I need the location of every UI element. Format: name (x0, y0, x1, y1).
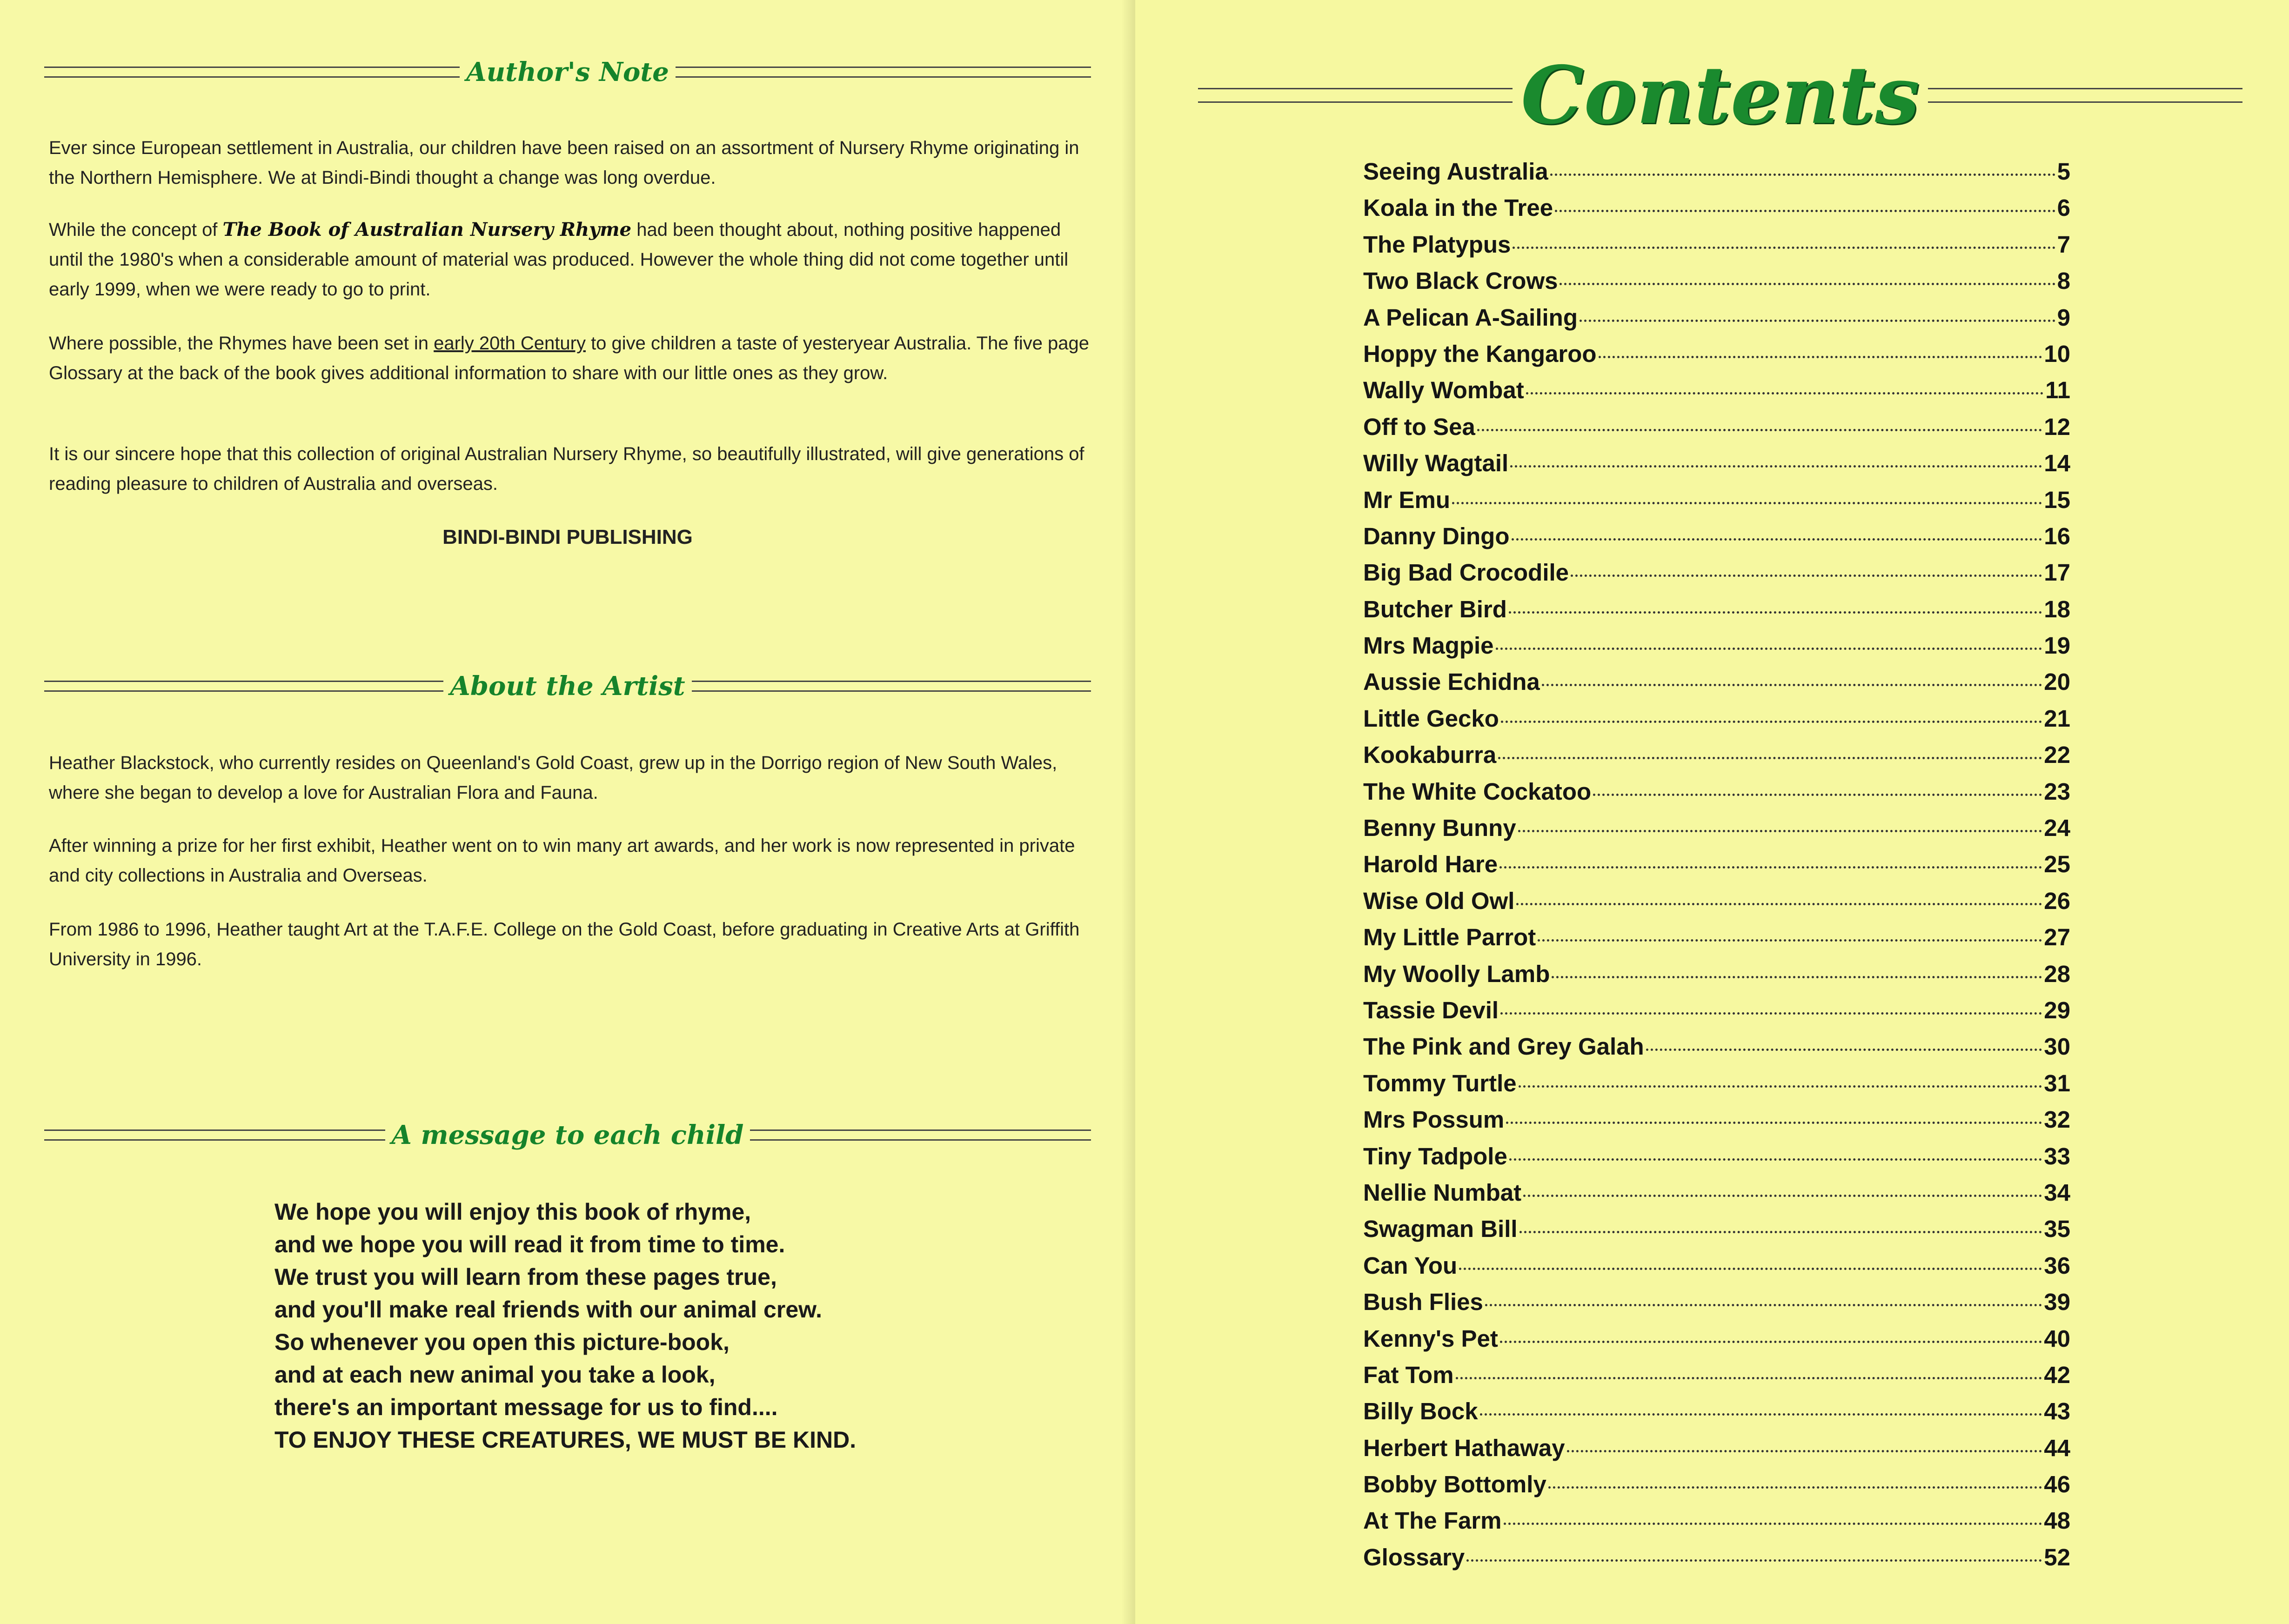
toc-dot-leader (1542, 684, 2042, 686)
p3-underlined: early 20th Century (434, 333, 586, 354)
toc-entry-title: Billy Bock (1363, 1398, 1478, 1425)
poem-line: and at each new animal you take a look, (274, 1362, 716, 1388)
header-rule-left (44, 67, 460, 78)
toc-entry-page: 22 (2044, 742, 2070, 769)
authors-note-paragraph-3 (49, 328, 1091, 388)
authors-note-paragraph-4: It is our sincere hope that this collection of original Australian Nursery Rhyme, so beautifully illustrated, will give generations of reading pleasure to children of Australia and overseas. (49, 444, 1084, 494)
toc-entry-page: 52 (2044, 1544, 2070, 1571)
toc-entry-page: 11 (2045, 377, 2070, 404)
toc-entry[interactable] (1363, 1321, 2070, 1357)
toc-dot-leader (1519, 1085, 2042, 1088)
toc-dot-leader (1512, 538, 2042, 541)
toc-entry-title: Mrs Possum (1363, 1106, 1505, 1133)
toc-entry-title: Big Bad Crocodile (1363, 559, 1569, 586)
toc-entry[interactable] (1363, 445, 2070, 481)
toc-entry-title: Tommy Turtle (1363, 1069, 1517, 1096)
toc-entry-title: Danny Dingo (1363, 522, 1510, 549)
toc-entry-page: 14 (2044, 450, 2070, 477)
toc-entry-title: The Pink and Grey Galah (1363, 1033, 1644, 1060)
toc-entry-page: 39 (2044, 1289, 2070, 1316)
toc-entry[interactable] (1363, 1248, 2070, 1284)
header-rule-left (44, 681, 443, 692)
toc-entry[interactable] (1363, 372, 2070, 408)
toc-entry-page: 34 (2044, 1179, 2070, 1206)
toc-entry-title: Off to Sea (1363, 413, 1475, 440)
toc-entry[interactable] (1363, 336, 2070, 372)
toc-entry[interactable] (1363, 810, 2070, 846)
toc-entry-page: 9 (2057, 304, 2070, 331)
about-artist-header (44, 668, 1091, 705)
toc-entry-page: 17 (2044, 559, 2070, 586)
toc-dot-leader (1516, 903, 2042, 905)
publisher-signature: BINDI-BINDI PUBLISHING (442, 526, 693, 548)
toc-dot-leader (1506, 1122, 2042, 1124)
toc-dot-leader (1480, 1413, 2042, 1416)
toc-entry-page: 25 (2044, 851, 2070, 878)
about-artist-heading: About the Artist (450, 671, 685, 702)
toc-dot-leader (1646, 1049, 2042, 1051)
p2-text-start: While the concept of (49, 220, 223, 240)
toc-entry-title: Benny Bunny (1363, 815, 1516, 842)
toc-entry-page: 36 (2044, 1252, 2070, 1279)
toc-entry-title: Kenny's Pet (1363, 1325, 1498, 1352)
toc-entry[interactable] (1363, 1065, 2070, 1102)
toc-entry-title: Aussie Echidna (1363, 668, 1540, 695)
toc-entry-title: Fat Tom (1363, 1361, 1454, 1388)
header-rule-right (692, 681, 1091, 692)
contents-header (1198, 49, 2242, 142)
toc-entry-title: Bobby Bottomly (1363, 1471, 1546, 1498)
toc-entry[interactable] (1363, 555, 2070, 591)
toc-entry-page: 44 (2044, 1434, 2070, 1461)
toc-dot-leader (1599, 356, 2042, 358)
toc-entry-page: 24 (2044, 815, 2070, 842)
toc-entry-page: 28 (2044, 960, 2070, 987)
toc-entry-page: 26 (2044, 887, 2070, 914)
toc-entry[interactable] (1363, 1175, 2070, 1211)
toc-entry-title: Butcher Bird (1363, 595, 1507, 622)
message-heading: A message to each child (391, 1120, 744, 1150)
left-page (0, 0, 1135, 1624)
poem-line: and we hope you will read it from time to time. (274, 1231, 785, 1257)
toc-entry-page: 15 (2044, 486, 2070, 513)
toc-entry-title: Herbert Hathaway (1363, 1434, 1565, 1461)
toc-dot-leader (1552, 976, 2042, 978)
toc-dot-leader (1477, 429, 2042, 431)
authors-note-header (44, 53, 1091, 91)
toc-entry[interactable] (1363, 774, 2070, 810)
toc-entry[interactable] (1363, 482, 2070, 518)
toc-dot-leader (1456, 1377, 2042, 1379)
toc-entry-title: Glossary (1363, 1544, 1465, 1571)
toc-entry-title: Harold Hare (1363, 851, 1498, 878)
poem-line: and you'll make real friends with our animal crew. (274, 1297, 823, 1323)
toc-entry[interactable] (1363, 1211, 2070, 1247)
toc-entry-page: 42 (2044, 1361, 2070, 1388)
toc-entry-page: 35 (2044, 1216, 2070, 1243)
toc-entry-title: Little Gecko (1363, 705, 1499, 732)
toc-entry[interactable] (1363, 1430, 2070, 1466)
toc-entry[interactable] (1363, 227, 2070, 263)
toc-entry[interactable] (1363, 1102, 2070, 1138)
poem-line: We hope you will enjoy this book of rhyme, (274, 1199, 751, 1225)
toc-entry-title: Hoppy the Kangaroo (1363, 340, 1597, 367)
toc-dot-leader (1509, 611, 2042, 614)
toc-entry-page: 8 (2057, 267, 2070, 294)
p2-text-end: had been thought about, nothing positive happened until the 1980's when a considerable amount of material was produced. However the whole thing did not come together until early 1999, when we were ready to go to print. (49, 220, 1069, 300)
about-artist-paragraph-3: From 1986 to 1996, Heather taught Art at the T.A.F.E. College on the Gold Coast, before graduating in Creative Arts at Griffith University in 1996. (49, 919, 1080, 969)
contents-heading: Contents (1521, 49, 1920, 142)
toc-entry-page: 43 (2044, 1398, 2070, 1425)
toc-entry-title: Mrs Magpie (1363, 632, 1494, 659)
toc-dot-leader (1496, 648, 2042, 650)
toc-entry-title: Kookaburra (1363, 742, 1497, 769)
toc-entry-page: 46 (2044, 1471, 2070, 1498)
toc-entry[interactable] (1363, 1138, 2070, 1175)
about-artist-paragraph-1: Heather Blackstock, who currently resides on Queenland's Gold Coast, grew up in the Dorrigo region of New South Wales, where she began to develop a love for Australian Flora and Fauna. (49, 753, 1057, 803)
toc-entry-title: Two Black Crows (1363, 267, 1558, 294)
toc-entry-title: Willy Wagtail (1363, 450, 1509, 477)
toc-dot-leader (1499, 866, 2042, 869)
toc-entry-page: 40 (2044, 1325, 2070, 1352)
toc-entry[interactable] (1363, 1466, 2070, 1503)
toc-entry[interactable] (1363, 1357, 2070, 1393)
header-rule-right (750, 1129, 1091, 1141)
toc-dot-leader (1504, 1523, 2042, 1525)
poem-line: TO ENJOY THESE CREATURES, WE MUST BE KIND. (274, 1427, 857, 1453)
toc-entry[interactable] (1363, 1284, 2070, 1320)
toc-entry-title: Wise Old Owl (1363, 887, 1515, 914)
toc-entry[interactable] (1363, 1029, 2070, 1065)
header-rule-right (1928, 88, 2242, 103)
toc-entry-title: Mr Emu (1363, 486, 1451, 513)
toc-entry-page: 30 (2044, 1033, 2070, 1060)
p3-text-end: to give children a taste of yesteryear Australia. The five page Glossary at the back of the book gives additional information to share with our little ones as they grow. (49, 333, 1090, 383)
toc-entry[interactable] (1363, 190, 2070, 226)
message-poem (274, 1196, 972, 1456)
book-title: The Book of Australian Nursery Rhyme (222, 219, 632, 241)
toc-dot-leader (1510, 465, 2042, 468)
toc-dot-leader (1452, 502, 2042, 504)
toc-entry[interactable] (1363, 956, 2070, 992)
authors-note-paragraph-1: Ever since European settlement in Australia, our children have been raised on an assortment of Nursery Rhyme originating in the Northern Hemisphere. We at Bindi-Bindi thought a change was long overdue. (49, 138, 1079, 188)
toc-entry[interactable] (1363, 518, 2070, 555)
toc-entry-page: 5 (2057, 158, 2070, 185)
toc-entry-title: Can You (1363, 1252, 1458, 1279)
toc-entry-page: 19 (2044, 632, 2070, 659)
toc-entry-title: My Woolly Lamb (1363, 960, 1550, 987)
toc-dot-leader (1526, 392, 2043, 394)
toc-entry-title: The Platypus (1363, 231, 1511, 258)
toc-dot-leader (1509, 1158, 2042, 1161)
toc-entry-title: Koala in the Tree (1363, 194, 1553, 221)
toc-entry-page: 21 (2044, 705, 2070, 732)
toc-entry-page: 7 (2057, 231, 2070, 258)
p3-text-start: Where possible, the Rhymes have been set in (49, 333, 434, 354)
toc-entry-page: 20 (2044, 668, 2070, 695)
table-of-contents (1363, 154, 2070, 1576)
toc-entry-title: Tassie Devil (1363, 996, 1499, 1023)
toc-entry-page: 10 (2044, 340, 2070, 367)
toc-dot-leader (1519, 1231, 2042, 1233)
toc-entry-title: Tiny Tadpole (1363, 1143, 1507, 1170)
message-header (44, 1116, 1091, 1154)
toc-dot-leader (1501, 721, 2042, 723)
toc-entry[interactable] (1363, 919, 2070, 956)
toc-dot-leader (1523, 1195, 2042, 1197)
toc-entry-title: Seeing Australia (1363, 158, 1548, 185)
about-artist-paragraph-2: After winning a prize for her first exhibit, Heather went on to win many art awards, and her work is now represented in private and city collections in Australia and Overseas. (49, 835, 1075, 886)
toc-dot-leader (1485, 1304, 2042, 1306)
toc-dot-leader (1513, 247, 2055, 249)
toc-entry[interactable] (1363, 664, 2070, 700)
toc-entry[interactable] (1363, 591, 2070, 628)
toc-entry[interactable] (1363, 737, 2070, 773)
toc-entry-title: My Little Parrot (1363, 924, 1536, 951)
toc-entry[interactable] (1363, 409, 2070, 445)
authors-note-paragraph-2 (49, 215, 1091, 304)
toc-entry[interactable] (1363, 300, 2070, 336)
toc-entry-title: Nellie Numbat (1363, 1179, 1522, 1206)
toc-dot-leader (1567, 1450, 2042, 1452)
toc-entry[interactable] (1363, 263, 2070, 299)
toc-entry-title: Bush Flies (1363, 1289, 1483, 1316)
toc-dot-leader (1571, 575, 2042, 577)
toc-dot-leader (1555, 210, 2055, 212)
toc-entry[interactable] (1363, 154, 2070, 190)
toc-entry[interactable] (1363, 701, 2070, 737)
toc-entry[interactable] (1363, 1503, 2070, 1539)
toc-entry-title: At The Farm (1363, 1507, 1502, 1534)
toc-dot-leader (1518, 830, 2042, 832)
toc-entry[interactable] (1363, 1393, 2070, 1430)
toc-dot-leader (1580, 320, 2055, 322)
toc-entry-page: 18 (2044, 595, 2070, 622)
toc-dot-leader (1498, 757, 2042, 759)
toc-entry-page: 12 (2044, 413, 2070, 440)
poem-line: there's an important message for us to find.... (274, 1394, 778, 1420)
toc-entry-page: 31 (2044, 1069, 2070, 1096)
toc-entry-title: Swagman Bill (1363, 1216, 1518, 1243)
toc-entry-page: 23 (2044, 778, 2070, 805)
toc-dot-leader (1459, 1268, 2042, 1270)
toc-entry-page: 16 (2044, 522, 2070, 549)
toc-entry-page: 48 (2044, 1507, 2070, 1534)
toc-entry[interactable] (1363, 628, 2070, 664)
poem-line: We trust you will learn from these pages true, (274, 1264, 777, 1290)
toc-entry[interactable] (1363, 883, 2070, 919)
authors-note-heading: Author's Note (466, 57, 669, 87)
header-rule-right (676, 67, 1091, 78)
toc-dot-leader (1500, 1012, 2042, 1015)
header-rule-left (1198, 88, 1513, 103)
toc-entry-title: A Pelican A-Sailing (1363, 304, 1578, 331)
toc-entry-page: 32 (2044, 1106, 2070, 1133)
toc-entry-title: The White Cockatoo (1363, 778, 1592, 805)
toc-entry-page: 29 (2044, 996, 2070, 1023)
toc-dot-leader (1593, 794, 2042, 796)
toc-dot-leader (1559, 283, 2055, 285)
toc-dot-leader (1548, 1486, 2042, 1489)
toc-entry-page: 33 (2044, 1143, 2070, 1170)
toc-dot-leader (1538, 939, 2042, 942)
header-rule-left (44, 1129, 385, 1141)
poem-line: So whenever you open this picture-book, (274, 1329, 730, 1355)
toc-dot-leader (1466, 1559, 2042, 1562)
toc-dot-leader (1500, 1341, 2042, 1343)
toc-entry[interactable] (1363, 1539, 2070, 1576)
toc-entry[interactable] (1363, 992, 2070, 1029)
toc-entry[interactable] (1363, 846, 2070, 882)
toc-dot-leader (1550, 174, 2055, 176)
toc-entry-page: 6 (2057, 194, 2070, 221)
toc-entry-page: 27 (2044, 924, 2070, 951)
toc-entry-title: Wally Wombat (1363, 377, 1524, 404)
